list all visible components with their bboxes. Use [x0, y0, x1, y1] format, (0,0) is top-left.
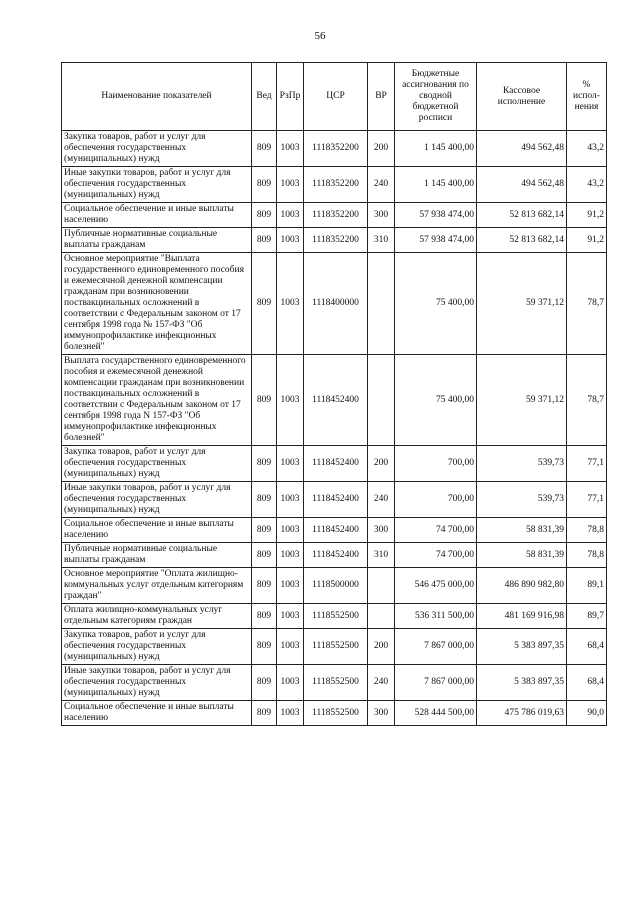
table-row: [62, 701, 607, 726]
cell-rzpr: 1003: [277, 629, 304, 665]
cell-name: Публичные нормативные социальные выплаты гражданам: [62, 228, 252, 253]
cell-vr: [368, 253, 395, 355]
cell-assignments: 1 145 400,00: [395, 167, 477, 203]
cell-assignments: 74 700,00: [395, 518, 477, 543]
cell-cash-execution: 52 813 682,14: [477, 203, 567, 228]
cell-assignments: 546 475 000,00: [395, 568, 477, 604]
cell-assignments: 528 444 500,00: [395, 701, 477, 726]
cell-name: Иные закупки товаров, работ и услуг для обеспечения государственных (муниципальных) нужд: [62, 167, 252, 203]
cell-cash-execution: 539,73: [477, 446, 567, 482]
cell-ved: 809: [252, 203, 277, 228]
cell-name: Социальное обеспечение и иные выплаты населению: [62, 701, 252, 726]
table-row: [62, 568, 607, 604]
cell-rzpr: 1003: [277, 482, 304, 518]
cell-vr: 240: [368, 167, 395, 203]
cell-vr: 240: [368, 482, 395, 518]
cell-assignments: 1 145 400,00: [395, 131, 477, 167]
cell-execution-percent: 78,7: [567, 355, 607, 446]
table-row: [62, 518, 607, 543]
cell-csr: 1118552500: [304, 665, 368, 701]
cell-name: Социальное обеспечение и иные выплаты населению: [62, 203, 252, 228]
cell-execution-percent: 89,1: [567, 568, 607, 604]
cell-csr: 1118452400: [304, 543, 368, 568]
cell-execution-percent: 78,8: [567, 518, 607, 543]
cell-name: Иные закупки товаров, работ и услуг для обеспечения государственных (муниципальных) нужд: [62, 482, 252, 518]
cell-assignments: 57 938 474,00: [395, 203, 477, 228]
cell-csr: 1118400000: [304, 253, 368, 355]
cell-assignments: 7 867 000,00: [395, 629, 477, 665]
cell-execution-percent: 68,4: [567, 629, 607, 665]
cell-ved: 809: [252, 253, 277, 355]
cell-cash-execution: 475 786 019,63: [477, 701, 567, 726]
cell-cash-execution: 58 831,39: [477, 518, 567, 543]
cell-cash-execution: 494 562,48: [477, 131, 567, 167]
cell-execution-percent: 78,7: [567, 253, 607, 355]
cell-csr: 1118452400: [304, 446, 368, 482]
cell-csr: 1118452400: [304, 482, 368, 518]
cell-csr: 1118352200: [304, 167, 368, 203]
cell-csr: 1118352200: [304, 228, 368, 253]
cell-csr: 1118552500: [304, 604, 368, 629]
cell-rzpr: 1003: [277, 604, 304, 629]
cell-vr: 240: [368, 665, 395, 701]
cell-csr: 1118452400: [304, 355, 368, 446]
cell-execution-percent: 90,0: [567, 701, 607, 726]
table-row: [62, 604, 607, 629]
table-row: [62, 446, 607, 482]
cell-vr: 300: [368, 518, 395, 543]
cell-execution-percent: 43,2: [567, 167, 607, 203]
cell-name: Оплата жилищно-коммунальных услуг отдельным категориям граждан: [62, 604, 252, 629]
cell-cash-execution: 486 890 982,80: [477, 568, 567, 604]
cell-rzpr: 1003: [277, 665, 304, 701]
header-name: Наименование показателей: [62, 63, 252, 131]
table-row: [62, 629, 607, 665]
budget-execution-table: [61, 62, 607, 726]
header-execution-percent: % испол-нения: [567, 63, 607, 131]
cell-assignments: 57 938 474,00: [395, 228, 477, 253]
cell-ved: 809: [252, 665, 277, 701]
cell-assignments: 7 867 000,00: [395, 665, 477, 701]
cell-assignments: 700,00: [395, 482, 477, 518]
header-csr: ЦСР: [304, 63, 368, 131]
cell-rzpr: 1003: [277, 228, 304, 253]
cell-csr: 1118500000: [304, 568, 368, 604]
cell-execution-percent: 43,2: [567, 131, 607, 167]
table-row: [62, 203, 607, 228]
table-row: [62, 131, 607, 167]
cell-name: Публичные нормативные социальные выплаты гражданам: [62, 543, 252, 568]
cell-cash-execution: 5 383 897,35: [477, 665, 567, 701]
cell-assignments: 74 700,00: [395, 543, 477, 568]
cell-rzpr: 1003: [277, 203, 304, 228]
header-ved: Вед: [252, 63, 277, 131]
cell-name: Выплата государственного единовременного пособия и ежемесячной денежной компенсации гражданам при возникновении поствакцинальных осложнений в соответствии с Федеральным законом от 17 сентября 1998 года N 157-ФЗ "Об иммунопрофилактике инфекционных болезней": [62, 355, 252, 446]
cell-cash-execution: 58 831,39: [477, 543, 567, 568]
cell-rzpr: 1003: [277, 446, 304, 482]
cell-ved: 809: [252, 543, 277, 568]
cell-execution-percent: 77,1: [567, 482, 607, 518]
cell-cash-execution: 494 562,48: [477, 167, 567, 203]
cell-cash-execution: 59 371,12: [477, 253, 567, 355]
page-number: 56: [314, 30, 326, 42]
cell-rzpr: 1003: [277, 253, 304, 355]
table-row: [62, 665, 607, 701]
header-vr: ВР: [368, 63, 395, 131]
cell-execution-percent: 89,7: [567, 604, 607, 629]
cell-assignments: 536 311 500,00: [395, 604, 477, 629]
cell-rzpr: 1003: [277, 355, 304, 446]
table-header-row: [62, 63, 607, 131]
header-assignments: Бюджетные ассигнования по сводной бюджетной росписи: [395, 63, 477, 131]
header-rzpr: РзПр: [277, 63, 304, 131]
cell-vr: 310: [368, 228, 395, 253]
cell-execution-percent: 78,8: [567, 543, 607, 568]
header-cash-execution: Кассовое исполнение: [477, 63, 567, 131]
cell-rzpr: 1003: [277, 543, 304, 568]
cell-ved: 809: [252, 482, 277, 518]
cell-assignments: 700,00: [395, 446, 477, 482]
cell-cash-execution: 5 383 897,35: [477, 629, 567, 665]
cell-csr: 1118552500: [304, 629, 368, 665]
cell-ved: 809: [252, 518, 277, 543]
cell-ved: 809: [252, 446, 277, 482]
cell-csr: 1118352200: [304, 203, 368, 228]
cell-vr: [368, 568, 395, 604]
cell-vr: 200: [368, 629, 395, 665]
cell-ved: 809: [252, 167, 277, 203]
table-body: [62, 131, 607, 726]
cell-name: Закупка товаров, работ и услуг для обеспечения государственных (муниципальных) нужд: [62, 446, 252, 482]
cell-vr: 300: [368, 203, 395, 228]
table-row: [62, 355, 607, 446]
cell-name: Социальное обеспечение и иные выплаты населению: [62, 518, 252, 543]
cell-csr: 1118552500: [304, 701, 368, 726]
cell-ved: 809: [252, 355, 277, 446]
cell-csr: 1118452400: [304, 518, 368, 543]
cell-cash-execution: 481 169 916,98: [477, 604, 567, 629]
cell-name: Основное мероприятие "Оплата жилищно-коммунальных услуг отдельным категориям граждан": [62, 568, 252, 604]
table-row: [62, 482, 607, 518]
cell-rzpr: 1003: [277, 131, 304, 167]
cell-ved: 809: [252, 629, 277, 665]
cell-ved: 809: [252, 701, 277, 726]
cell-cash-execution: 52 813 682,14: [477, 228, 567, 253]
table-row: [62, 167, 607, 203]
cell-vr: 310: [368, 543, 395, 568]
table-row: [62, 543, 607, 568]
cell-vr: 200: [368, 131, 395, 167]
cell-rzpr: 1003: [277, 701, 304, 726]
cell-ved: 809: [252, 604, 277, 629]
cell-name: Основное мероприятие "Выплата государственного единовременного пособия и ежемесячной денежной компенсации гражданам при возникновении поствакцинальных осложнений в соответствии с Федеральным законом от 17 сентября 1998 года № 157-ФЗ "Об иммунопрофилактике инфекционных болезней": [62, 253, 252, 355]
cell-rzpr: 1003: [277, 568, 304, 604]
cell-ved: 809: [252, 228, 277, 253]
cell-execution-percent: 91,2: [567, 228, 607, 253]
cell-csr: 1118352200: [304, 131, 368, 167]
cell-vr: [368, 355, 395, 446]
cell-rzpr: 1003: [277, 167, 304, 203]
cell-assignments: 75 400,00: [395, 253, 477, 355]
cell-vr: 200: [368, 446, 395, 482]
cell-ved: 809: [252, 131, 277, 167]
table-row: [62, 253, 607, 355]
cell-assignments: 75 400,00: [395, 355, 477, 446]
cell-name: Закупка товаров, работ и услуг для обеспечения государственных (муниципальных) нужд: [62, 131, 252, 167]
cell-name: Иные закупки товаров, работ и услуг для обеспечения государственных (муниципальных) нужд: [62, 665, 252, 701]
cell-execution-percent: 91,2: [567, 203, 607, 228]
cell-cash-execution: 59 371,12: [477, 355, 567, 446]
cell-execution-percent: 68,4: [567, 665, 607, 701]
cell-cash-execution: 539,73: [477, 482, 567, 518]
cell-execution-percent: 77,1: [567, 446, 607, 482]
cell-vr: 300: [368, 701, 395, 726]
cell-ved: 809: [252, 568, 277, 604]
cell-name: Закупка товаров, работ и услуг для обеспечения государственных (муниципальных) нужд: [62, 629, 252, 665]
cell-vr: [368, 604, 395, 629]
table-row: [62, 228, 607, 253]
cell-rzpr: 1003: [277, 518, 304, 543]
